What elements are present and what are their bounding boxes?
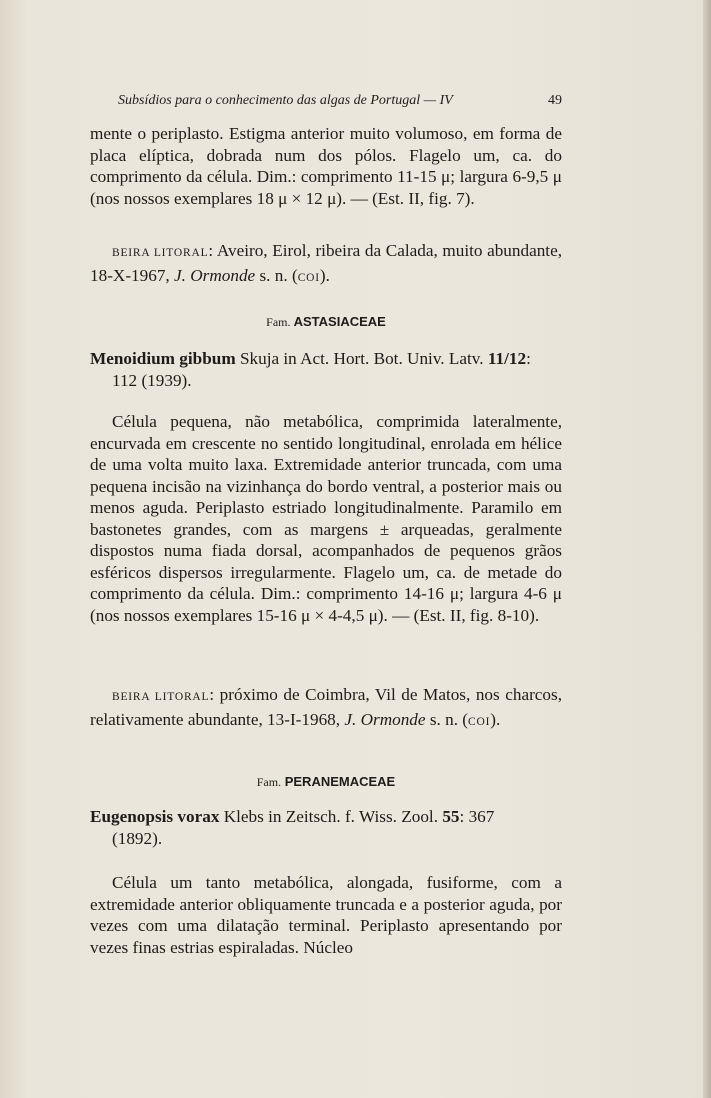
- paragraph-text: Célula um tanto metabólica, alongada, fusiforme, com a extremidade anterior obliquamente truncada e a posterior aguda, por vezes com uma dilatação terminal. Periplasto apresentando por vezes finas estrias espiraladas. Núcleo: [90, 873, 562, 957]
- species-name: Menoidium gibbum: [90, 349, 236, 368]
- page-gutter: [703, 0, 711, 1098]
- locality-end: ).: [319, 265, 330, 285]
- family-prefix: Fam.: [266, 315, 291, 329]
- locality-text: [90, 684, 562, 733]
- citation-after-volume: : 367: [459, 807, 495, 826]
- locality-record-1: [90, 240, 562, 289]
- herbarium-code: COI: [297, 271, 320, 284]
- species-heading-2: [90, 806, 562, 849]
- description-paragraph-2: [90, 411, 562, 626]
- locality-record-2: [90, 684, 562, 733]
- locality-text: [90, 240, 562, 289]
- species-name: Eugenopsis vorax: [90, 807, 220, 826]
- citation-continuation: (1892).: [112, 828, 163, 848]
- paragraph-text: Célula pequena, não metabólica, comprimida lateralmente, encurvada em crescente no sentido longitudinal, enrolada em hélice de uma volta muito laxa. Extremidade anterior truncada, com uma pequena incisão na vizinhança do bordo ventral, a posterior mais ou menos aguda. Periplasto estriado longitudinalmente. Paramilo em bastonetes grandes, com as margens ± arqueadas, geralmente dispostos numa fiada dorsal, acompanhados de pequenos grãos esféricos dispersos irregularmente. Flagelo um, ca. de metade do comprimento da célula. Dim.: comprimento 14-16 μ; largura 4-6 μ (nos nossos exemplares 15-16 μ × 4-4,5 μ). — (Est. II, fig. 8-10).: [90, 412, 562, 625]
- paragraph-text: mente o periplasto. Estigma anterior muito volumoso, em forma de placa elíptica, dobrada num dos pólos. Flagelo um, ca. do comprimento da célula. Dim.: comprimento 11-15 μ; largura 6-9,5 μ (nos nossos exemplares 18 μ × 12 μ). — (Est. II, fig. 7).: [90, 124, 562, 208]
- species-citation: Skuja in Act. Hort. Bot. Univ. Latv.: [235, 349, 488, 368]
- family-heading-2: [0, 774, 652, 790]
- citation-volume: 11/12: [487, 349, 527, 368]
- family-name: ASTASIACEAE: [293, 314, 386, 329]
- description-paragraph-3: [90, 872, 562, 958]
- collector-name: J. Ormonde: [344, 709, 426, 729]
- locality-details: : próximo de Coimbra, Vil de Matos, nos charcos, relativamente abundante, 13-I-1968,: [90, 685, 563, 729]
- description-paragraph-1: [90, 123, 562, 209]
- species-heading-1: [90, 348, 562, 391]
- citation-after-volume: :: [526, 349, 531, 368]
- running-title: Subsídios para o conhecimento das algas de Portugal — IV: [118, 93, 453, 108]
- species-citation: Klebs in Zeitsch. f. Wiss. Zool.: [219, 807, 443, 826]
- locality-end: ).: [490, 709, 501, 729]
- page-number: 49: [548, 93, 562, 108]
- family-name: PERANEMACEAE: [284, 774, 396, 789]
- region-name: BEIRA LITORAL: [112, 247, 209, 259]
- family-prefix: Fam.: [256, 775, 282, 789]
- citation-continuation: 112 (1939).: [112, 370, 192, 390]
- family-heading-1: [0, 314, 652, 330]
- locality-tail: s. n. (: [425, 709, 469, 729]
- collector-name: J. Ormonde: [174, 265, 256, 285]
- citation-volume: 55: [442, 807, 460, 826]
- locality-tail: s. n. (: [255, 265, 298, 285]
- region-name: BEIRA LITORAL: [112, 691, 210, 703]
- running-header: [118, 93, 568, 109]
- locality-details: : Aveiro, Eirol, ribeira da Calada, muito abundante, 18-X-1967,: [90, 241, 562, 285]
- herbarium-code: COI: [468, 715, 491, 728]
